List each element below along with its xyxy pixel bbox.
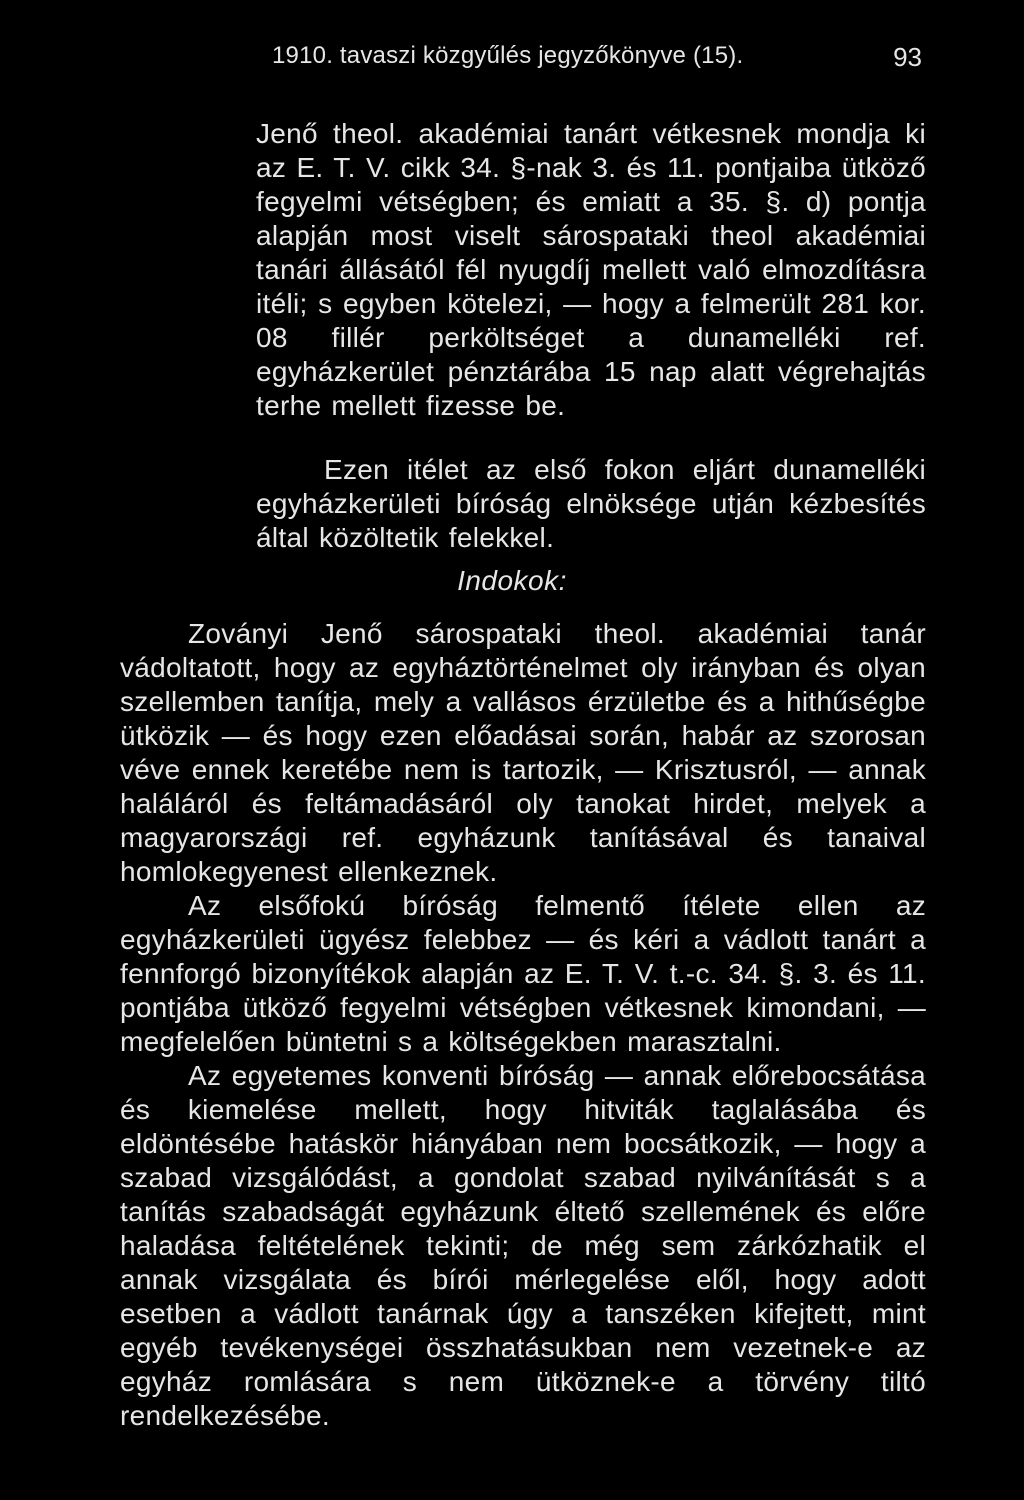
reasons-section [120, 617, 926, 1433]
reasons-paragraph-1: Zoványi Jenő sárospataki theol. akadémiai tanár vádoltatott, hogy az egyháztörténelmet oly irányban és olyan szellemben tanítja, mely a vallásos érzületbe és a hithűségbe ütközik — és hogy ezen előadásai során, habár az szorosan véve ennek keretébe nem is tartozik, — Krisztusról, — annak haláláról és feltámadásáról oly tanokat hirdet, melyek a magyarországi ref. egyházunk tanításával és tanaival homlokegyenest ellenkeznek. [120, 618, 926, 887]
section-heading: Indokok: [457, 565, 567, 596]
delivery-section [120, 453, 926, 555]
opening-section [120, 117, 926, 423]
opening-paragraph: Jenő theol. akadémiai tanárt vétkesnek mondja ki az E. T. V. cikk 34. §-nak 3. és 11. pontjaiba ütköző fegyelmi vétségben; és emiatt a 35. §. d) pontja alapján most viselt sárospataki theol akadémiai tanári állásától fél nyugdíj mellett való elmozdításra itéli; s egyben kötelezi, — hogy a felmerült 281 kor. 08 fillér perköltséget a dunamelléki ref. egyházkerület pénztárába 15 nap alatt végrehajtás terhe mellett fizesse be. [256, 118, 926, 421]
delivery-paragraph: Ezen itélet az első fokon eljárt dunamelléki egyházkerületi bíróság elnöksége utján kézbesítés által közöltetik felekkel. [256, 454, 926, 553]
page-number: 93 [893, 42, 922, 72]
running-header [272, 42, 922, 78]
header-title: 1910. tavaszi közgyűlés jegyzőkönyve (15). [272, 42, 744, 69]
reasons-paragraph-3: Az egyetemes konventi bíróság — annak előrebocsátása és kiemelése mellett, hogy hitviták taglalásába és eldöntésébe hatáskör hiányában nem bocsátkozik, — hogy a szabad vizsgálódást, a gondolat szabad nyilvánítását s a tanítás szabadságát egyházunk éltető szellemének és előre haladása feltételének tekinti; de még sem zárkózhatik el annak vizsgálata és bírói mérlegelése elől, hogy adott esetben a vádlott tanárnak úgy a tanszéken kifejtett, mint egyéb tevékenységei összhatásukban nem vezetnek-e az egyház romlására s nem ütköznek-e a törvény tiltó rendelkezésébe. [120, 1060, 926, 1431]
reasons-paragraph-2: Az elsőfokú bíróság felmentő ítélete ellen az egyházkerületi ügyész felebbez — és kéri a vádlott tanárt a fennforgó bizonyítékok alapján az E. T. V. t.-c. 34. §. 3. és 11. pontjába ütköző fegyelmi vétségben vétkesnek kimondani, — megfelelően büntetni s a költségekben marasztalni. [120, 890, 926, 1057]
